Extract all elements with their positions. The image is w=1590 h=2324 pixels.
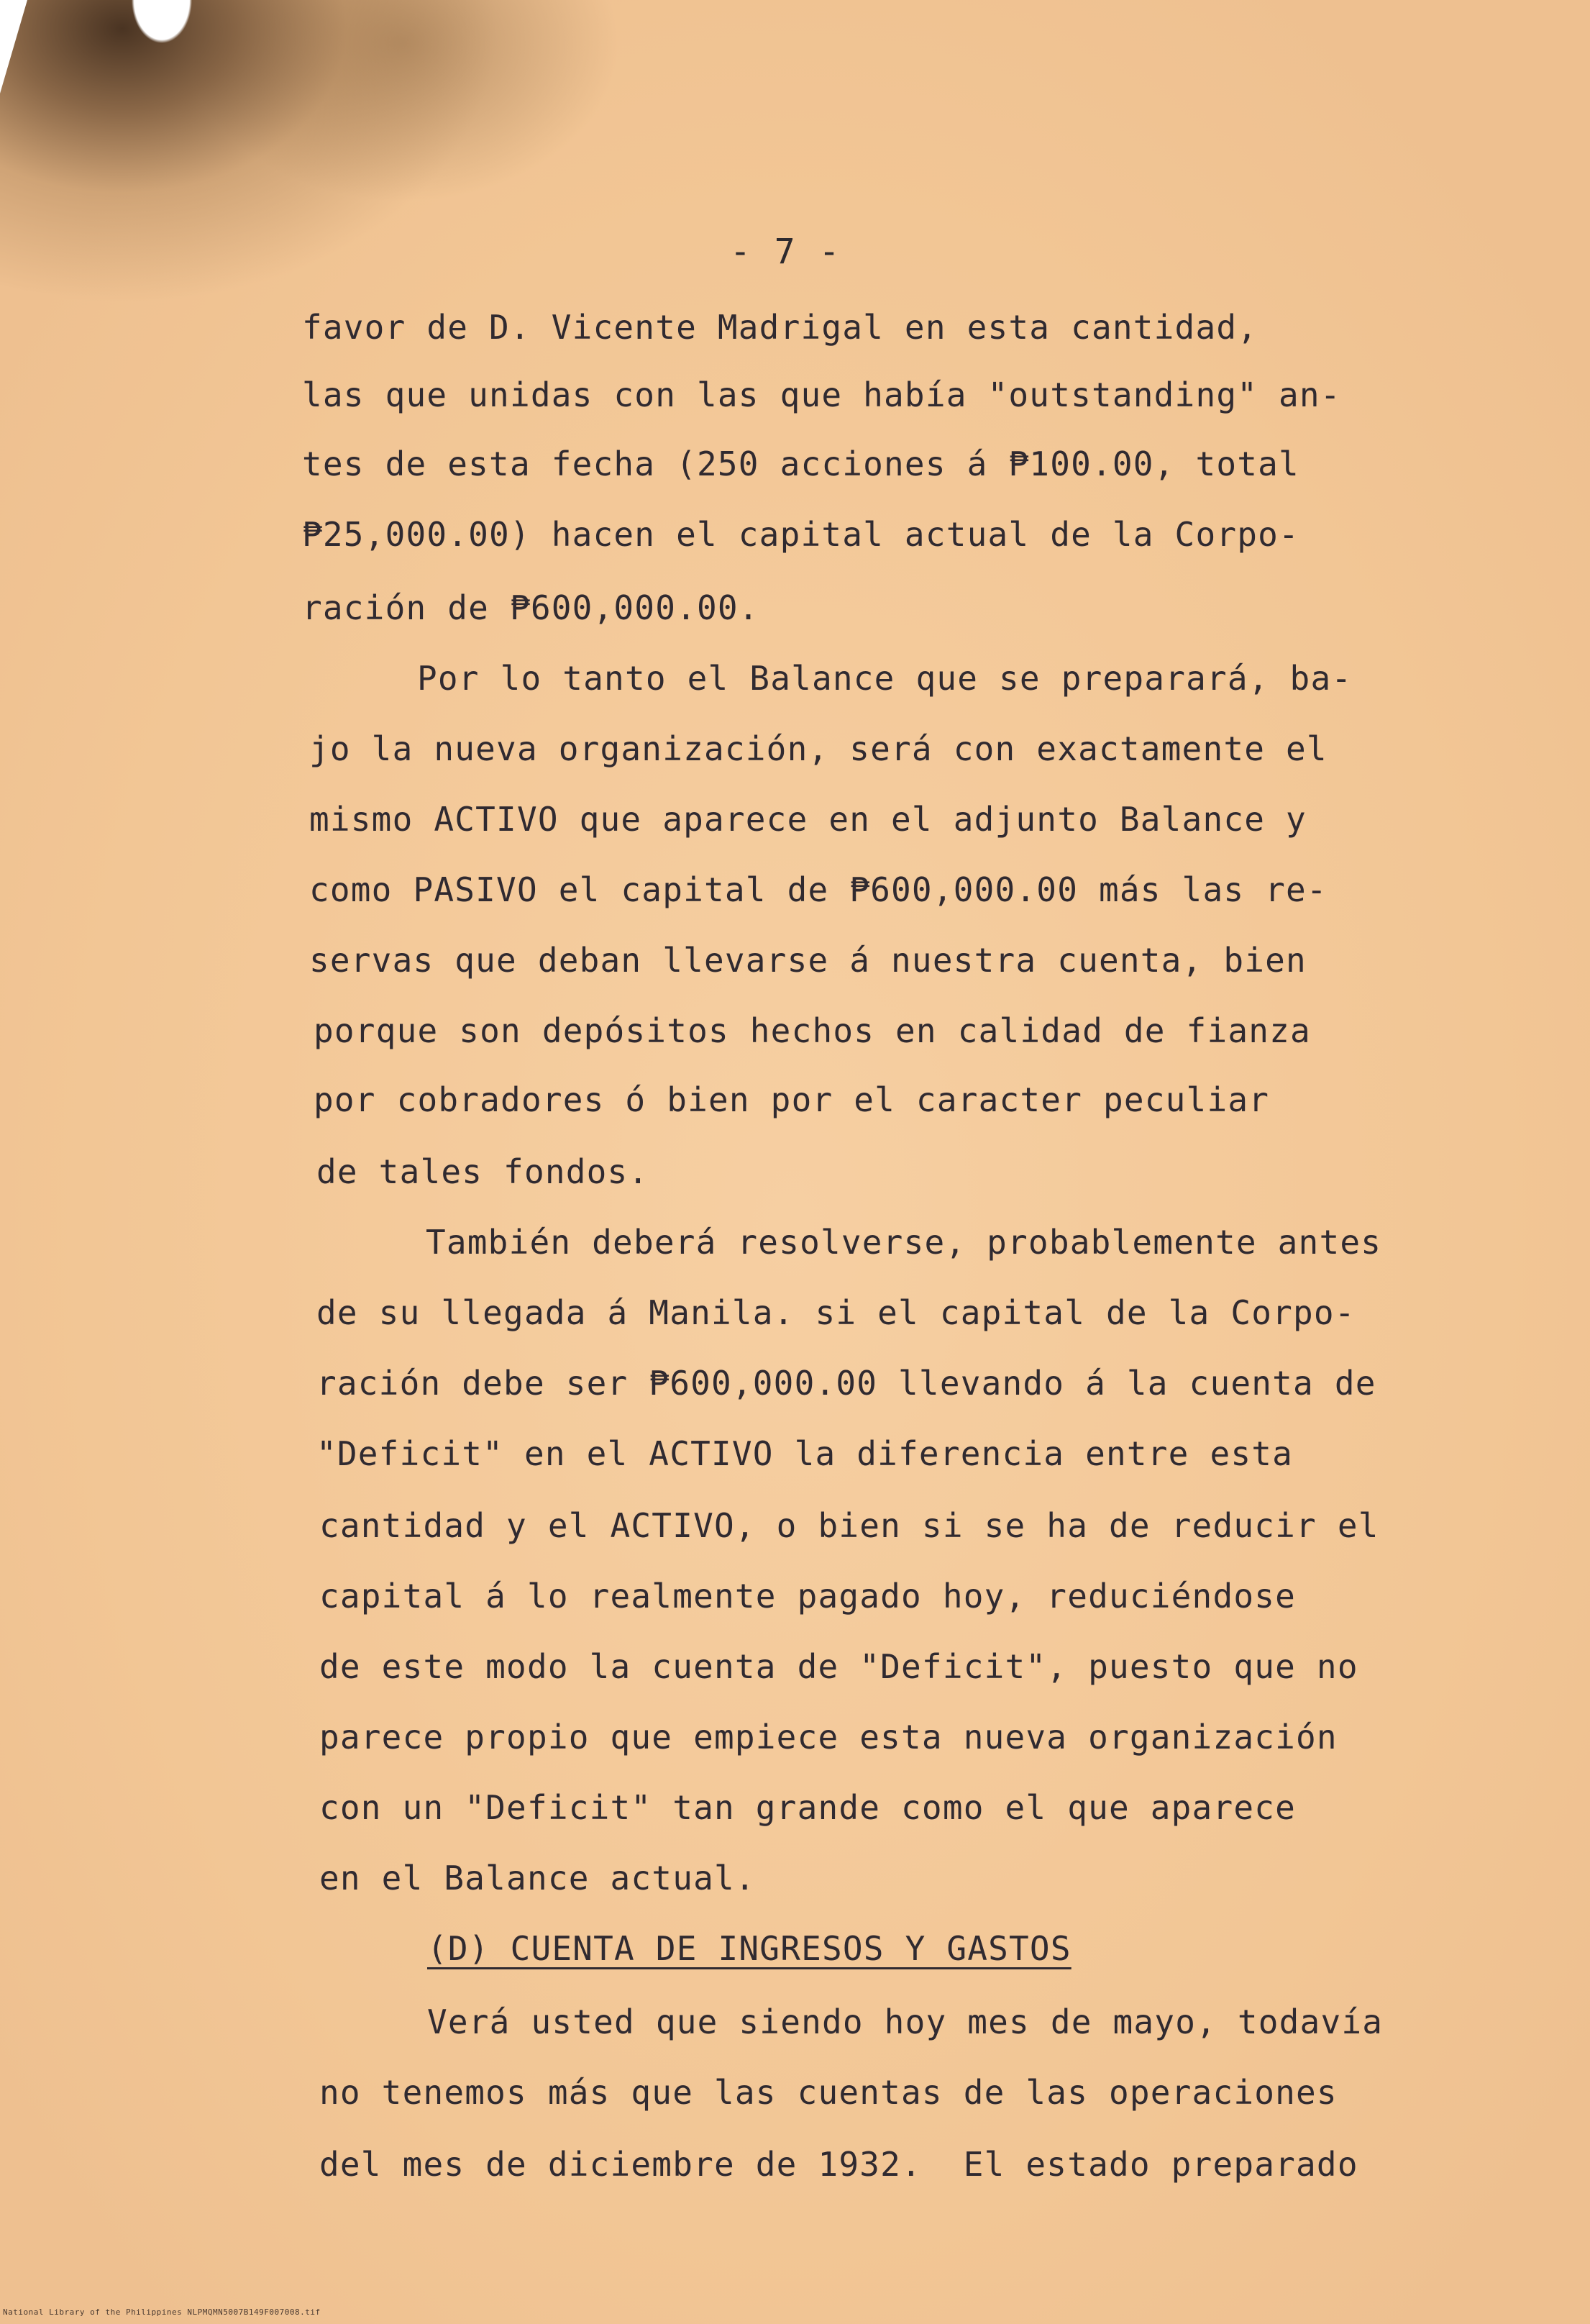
text-line-19: capital á lo realmente pagado hoy, reduciéndose <box>319 1577 1297 1616</box>
text-line-21: parece propio que empiece esta nueva organización <box>319 1718 1338 1756</box>
text-line-16: ración debe ser ₱600,000.00 llevando á la cuenta de <box>316 1364 1376 1403</box>
text-line-12: por cobradores ó bien por el caracter peculiar <box>314 1080 1270 1119</box>
text-line-18: cantidad y el ACTIVO, o bien si se ha de reducir el <box>319 1506 1379 1545</box>
text-line-1: favor de D. Vicente Madrigal en esta cantidad, <box>302 308 1258 347</box>
text-line-2: las que unidas con las que había "outstanding" an- <box>302 375 1341 414</box>
text-line-22: con un "Deficit" tan grande como el que aparece <box>319 1788 1297 1827</box>
text-line-11: porque son depósitos hechos en calidad de fianza <box>314 1011 1311 1050</box>
page-number: - 7 - <box>730 232 841 272</box>
text-line-9: como PASIVO el capital de ₱600,000.00 más las re- <box>309 870 1328 909</box>
text-line-27: del mes de diciembre de 1932. El estado preparado <box>319 2145 1358 2184</box>
text-line-25: Verá usted que siendo hoy mes de mayo, todavía <box>427 2002 1384 2041</box>
text-line-4: ₱25,000.00) hacen el capital actual de la Corpo- <box>302 515 1299 554</box>
text-line-13: de tales fondos. <box>316 1152 649 1191</box>
text-line-23: en el Balance actual. <box>319 1859 756 1897</box>
text-line-14: También deberá resolverse, probablemente antes <box>426 1223 1382 1262</box>
archive-footer: National Library of the Philippines NLPMQMN5007B149F007008.tif <box>3 2307 321 2317</box>
text-line-20: de este modo la cuenta de "Deficit", puesto que no <box>319 1647 1358 1686</box>
torn-notch <box>108 0 216 79</box>
text-line-15: de su llegada á Manila. si el capital de la Corpo- <box>316 1293 1356 1332</box>
section-heading: (D) CUENTA DE INGRESOS Y GASTOS <box>427 1929 1072 1968</box>
text-line-17: "Deficit" en el ACTIVO la diferencia entre esta <box>316 1434 1294 1473</box>
text-line-26: no tenemos más que las cuentas de las operaciones <box>319 2073 1338 2112</box>
text-line-6: Por lo tanto el Balance que se preparará, ba- <box>417 659 1353 698</box>
text-line-7: jo la nueva organización, será con exactamente el <box>309 729 1328 768</box>
text-line-3: tes de esta fecha (250 acciones á ₱100.00, total <box>302 445 1299 483</box>
text-line-10: servas que deban llevarse á nuestra cuenta, bien <box>309 941 1307 980</box>
torn-corner <box>0 0 27 94</box>
text-line-5: ración de ₱600,000.00. <box>302 588 759 627</box>
text-line-8: mismo ACTIVO que aparece en el adjunto Balance y <box>309 800 1307 839</box>
